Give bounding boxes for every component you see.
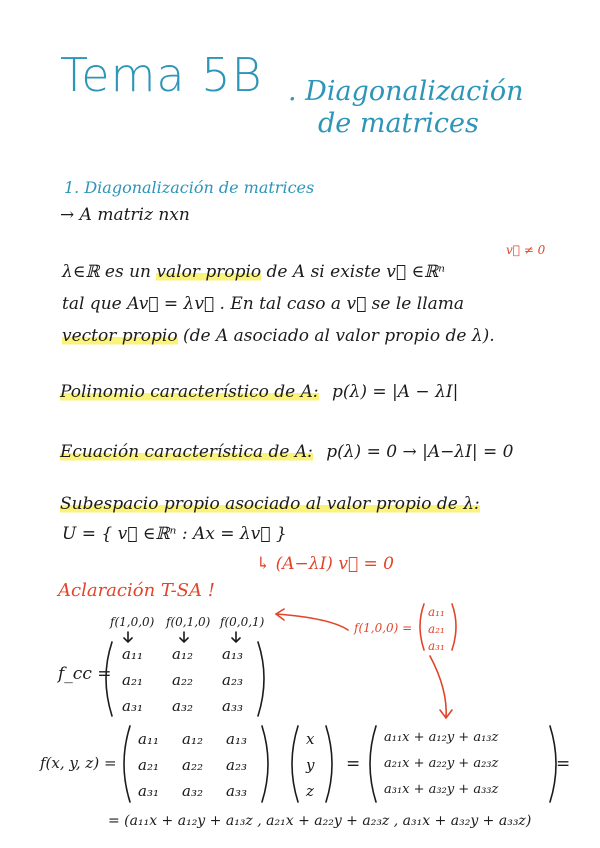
subespacio-def: U = { v⃗ ∈ℝⁿ : Ax = λv⃗ } xyxy=(62,524,287,544)
v-nonzero-note: v⃗ ≠ 0 xyxy=(506,243,546,257)
f100-v1: a₁₁ xyxy=(428,605,445,619)
definition-line-1-a: λ∈ℝ es un xyxy=(62,262,157,282)
subespacio-label xyxy=(60,496,480,513)
red-arrow-left xyxy=(276,614,348,630)
definition-line-1 xyxy=(62,264,445,281)
m11: a₁₁ xyxy=(122,645,143,663)
xyz-right-bracket xyxy=(326,726,332,802)
equals-2: = xyxy=(556,754,571,774)
ecuacion-label: Ecuación característica de A: xyxy=(60,442,313,462)
col-label-2: f(0,1,0) xyxy=(166,615,211,629)
final-result: = (a₁₁x + a₁₂y + a₁₃z , a₂₁x + a₂₂y + a₂₃z , a₃₁x + a₃₂y + a₃₃z) xyxy=(108,813,532,829)
section-heading: 1. Diagonalización de matrices xyxy=(64,178,315,197)
prod-right-bracket xyxy=(262,726,268,802)
xyz-z: z xyxy=(306,782,314,800)
red-arrow-left-head xyxy=(276,609,284,620)
red-arrow-down xyxy=(430,656,446,718)
m21: a₂₁ xyxy=(122,671,143,689)
xyz-left-bracket xyxy=(292,726,298,802)
f100-label: f(1,0,0) = xyxy=(354,621,413,635)
subespacio-arrow-note: ↳ (A−λI) v⃗ = 0 xyxy=(256,554,395,574)
result-2: a₂₁x + a₂₂y + a₂₃z xyxy=(384,756,499,771)
title-sub-line1: . Diagonalización xyxy=(288,76,524,107)
m12: a₁₂ xyxy=(172,645,193,663)
definition-line-2: tal que Av⃗ = λv⃗ . En tal caso a v⃗ se le llama xyxy=(62,294,465,314)
polinomio-row xyxy=(60,384,458,401)
title-sub-line2: de matrices xyxy=(318,108,479,139)
f100-v2: a₂₁ xyxy=(428,622,445,636)
polinomio-label: Polinomio característico de A: xyxy=(60,382,319,402)
fcc-right-bracket xyxy=(258,642,264,716)
p12: a₁₂ xyxy=(182,730,203,748)
m22: a₂₂ xyxy=(172,671,193,689)
equals-1: = xyxy=(346,754,361,774)
p22: a₂₂ xyxy=(182,756,203,774)
m33: a₃₃ xyxy=(222,697,243,715)
definition-line-1-b: de A si existe v⃗ ∈ℝⁿ xyxy=(261,262,446,282)
polinomio-formula: p(λ) = |A − λI| xyxy=(332,382,459,402)
f100-v3: a₃₁ xyxy=(428,639,445,653)
title-main: Tema 5B xyxy=(60,48,263,102)
subespacio-label-text: Subespacio propio asociado al valor propio de λ: xyxy=(60,494,480,514)
p31: a₃₁ xyxy=(138,782,159,800)
red-arrow-down-head xyxy=(440,710,452,718)
m31: a₃₁ xyxy=(122,697,143,715)
p32: a₃₂ xyxy=(182,782,203,800)
f100-right-bracket xyxy=(452,604,456,650)
ecuacion-row xyxy=(60,444,513,461)
fcc-label: f_cc = xyxy=(58,664,112,684)
col-arrow-2 xyxy=(180,632,188,642)
col-arrow-1 xyxy=(124,632,132,642)
definition-line-3-b: (de A asociado al valor propio de λ). xyxy=(177,326,495,346)
p23: a₂₃ xyxy=(226,756,247,774)
col-label-3: f(0,0,1) xyxy=(220,615,265,629)
p11: a₁₁ xyxy=(138,730,159,748)
m23: a₂₃ xyxy=(222,671,243,689)
valor-propio-highlight: valor propio xyxy=(156,262,262,282)
matrix-note: → A matriz nxn xyxy=(60,205,190,225)
aclaracion-heading: Aclaración T-SA ! xyxy=(58,580,215,601)
xyz-y: y xyxy=(306,756,315,774)
col-label-1: f(1,0,0) xyxy=(110,615,155,629)
p13: a₁₃ xyxy=(226,730,247,748)
p21: a₂₁ xyxy=(138,756,159,774)
result-left-bracket xyxy=(370,726,376,802)
vector-propio-highlight: vector propio xyxy=(62,326,178,346)
prod-left-bracket xyxy=(124,726,130,802)
ecuacion-formula: p(λ) = 0 → |A−λI| = 0 xyxy=(326,442,514,462)
definition-line-3 xyxy=(62,328,495,345)
p33: a₃₃ xyxy=(226,782,247,800)
f100-left-bracket xyxy=(420,604,424,650)
result-1: a₁₁x + a₁₂y + a₁₃z xyxy=(384,730,499,745)
xyz-x: x xyxy=(306,730,315,748)
m32: a₃₂ xyxy=(172,697,193,715)
result-3: a₃₁x + a₃₂y + a₃₃z xyxy=(384,782,499,797)
fxyz-label: f(x, y, z) = xyxy=(40,754,117,772)
m13: a₁₃ xyxy=(222,645,243,663)
col-arrow-3 xyxy=(232,632,240,642)
